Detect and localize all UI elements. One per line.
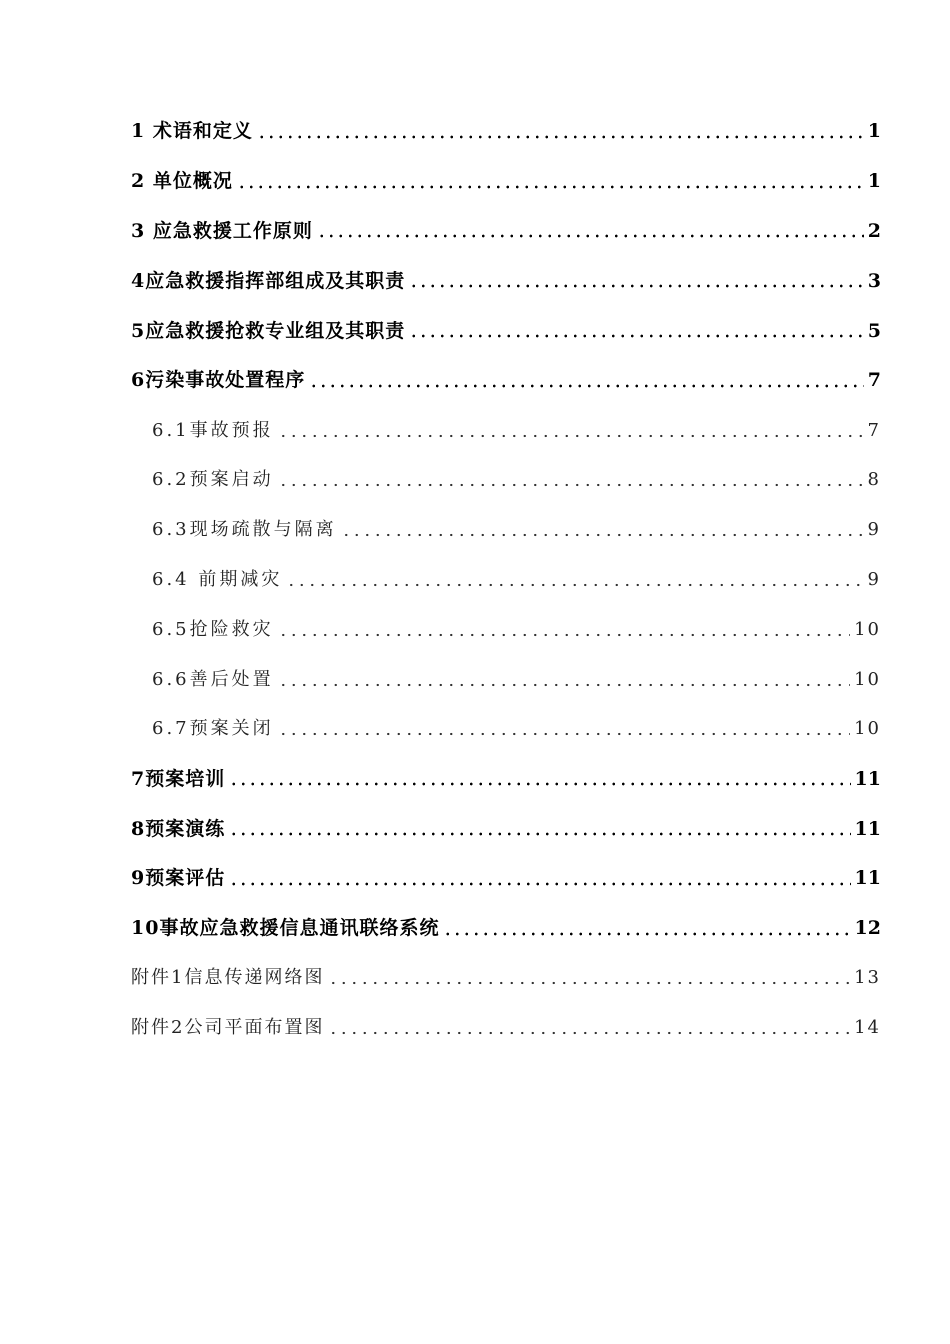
toc-entry-8[interactable] — [131, 804, 881, 854]
toc-dot-leader — [229, 882, 850, 886]
toc-page-number: 7 — [867, 369, 881, 392]
toc-entry-label: 1 术语和定义 — [131, 120, 253, 143]
toc-entry-label: 6.3现场疏散与隔离 — [152, 519, 337, 541]
toc-entry-label: 2 单位概况 — [131, 170, 233, 193]
toc-entry-6-2[interactable] — [131, 456, 881, 506]
toc-entry-label: 7预案培训 — [131, 767, 226, 790]
toc-page-number: 8 — [867, 469, 881, 491]
toc-page-number: 11 — [854, 867, 881, 890]
toc-dot-leader — [409, 334, 864, 338]
toc-dot-leader — [278, 434, 864, 438]
toc-entry-label: 8预案演练 — [131, 817, 226, 840]
toc-entry-label: 5应急救援抢救专业组及其职责 — [131, 319, 406, 342]
toc-page-number: 10 — [854, 618, 881, 640]
toc-entry-1[interactable] — [131, 107, 881, 157]
toc-entry-6-6[interactable] — [131, 655, 881, 705]
toc-entry-label: 附件2公司平面布置图 — [131, 1017, 325, 1039]
toc-entry-label: 6.1事故预报 — [152, 419, 274, 441]
toc-page-number: 9 — [867, 569, 881, 591]
toc-entry-label: 6污染事故处置程序 — [131, 369, 306, 392]
toc-dot-leader — [328, 981, 850, 985]
toc-dot-leader — [341, 533, 864, 537]
table-of-contents — [131, 107, 881, 1053]
toc-entry-6-4[interactable] — [131, 555, 881, 605]
toc-entry-label: 6.6善后处置 — [152, 668, 274, 690]
toc-dot-leader — [309, 384, 864, 388]
toc-dot-leader — [409, 284, 864, 288]
toc-entry-appendix-2[interactable] — [131, 1003, 881, 1053]
toc-dot-leader — [278, 483, 864, 487]
toc-entry-label: 6.7预案关闭 — [152, 718, 274, 740]
toc-page-number: 9 — [867, 519, 881, 541]
toc-entry-label: 4应急救援指挥部组成及其职责 — [131, 269, 406, 292]
toc-dot-leader — [286, 583, 863, 587]
toc-entry-9[interactable] — [131, 854, 881, 904]
toc-page-number: 1 — [867, 120, 881, 143]
toc-dot-leader — [257, 135, 864, 139]
toc-entry-10[interactable] — [131, 904, 881, 954]
toc-page-number: 7 — [867, 419, 881, 441]
toc-page-number: 12 — [854, 917, 881, 940]
toc-dot-leader — [278, 683, 850, 687]
toc-dot-leader — [328, 1031, 850, 1035]
toc-entry-2[interactable] — [131, 157, 881, 207]
toc-entry-label: 6.2预案启动 — [152, 469, 274, 491]
toc-entry-6-5[interactable] — [131, 605, 881, 655]
toc-page-number: 13 — [854, 967, 881, 989]
toc-page-number: 11 — [854, 767, 881, 790]
toc-entry-label: 3 应急救援工作原则 — [131, 219, 313, 242]
toc-page-number: 14 — [854, 1017, 881, 1039]
toc-dot-leader — [237, 185, 864, 189]
toc-page-number: 3 — [867, 269, 881, 292]
toc-dot-leader — [229, 832, 850, 836]
toc-page-number: 5 — [867, 319, 881, 342]
toc-page-number: 10 — [854, 718, 881, 740]
toc-dot-leader — [229, 782, 850, 786]
toc-entry-label: 9预案评估 — [131, 867, 226, 890]
toc-entry-label: 10事故应急救援信息通讯联络系统 — [131, 917, 440, 940]
toc-entry-appendix-1[interactable] — [131, 954, 881, 1004]
toc-entry-label: 附件1信息传递网络图 — [131, 967, 325, 989]
toc-entry-5[interactable] — [131, 306, 881, 356]
toc-page-number: 2 — [867, 219, 881, 242]
toc-dot-leader — [278, 732, 850, 736]
toc-entry-6-3[interactable] — [131, 505, 881, 555]
toc-entry-6-1[interactable] — [131, 406, 881, 456]
toc-dot-leader — [443, 932, 850, 936]
toc-entry-label: 6.5抢险救灾 — [152, 618, 274, 640]
toc-page-number: 11 — [854, 817, 881, 840]
toc-entry-4[interactable] — [131, 256, 881, 306]
toc-entry-label: 6.4 前期减灾 — [152, 569, 283, 591]
toc-entry-6-7[interactable] — [131, 705, 881, 755]
toc-entry-7[interactable] — [131, 754, 881, 804]
toc-page-number: 1 — [867, 170, 881, 193]
toc-dot-leader — [317, 234, 864, 238]
toc-page-number: 10 — [854, 668, 881, 690]
toc-dot-leader — [278, 633, 850, 637]
toc-entry-6[interactable] — [131, 356, 881, 406]
toc-entry-3[interactable] — [131, 207, 881, 257]
